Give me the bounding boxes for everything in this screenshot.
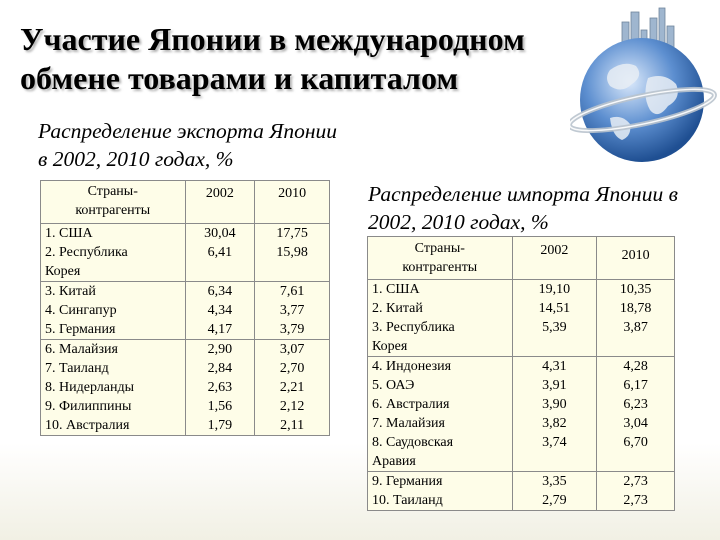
table-row [41,224,330,282]
table-header-row [41,181,330,224]
export-table [40,180,330,436]
values-2010-cell [597,280,675,357]
header-year-2010: 2010 [597,237,675,280]
value: 17,75 [276,226,308,241]
value: 5,39 [542,320,567,335]
import-caption-line-1: Распределение импорта Японии в [368,182,678,206]
country: Корея [372,339,408,354]
title-line-1: Участие Японии в международном [20,21,525,57]
country: 1. США [372,282,420,297]
value: 2,79 [542,493,567,508]
title-line-2: обмене товарами и капиталом [20,60,459,97]
country: 2. Республика [45,245,128,260]
value: 3,04 [623,416,648,431]
table-row [368,357,675,472]
value: 1,56 [207,399,233,414]
values-2010-cell [255,340,330,436]
value: 3,91 [542,378,567,393]
country: 3. Китай [45,284,96,299]
values-2002-cell [185,224,255,282]
value: 6,34 [207,284,233,299]
country: 3. Республика [372,320,455,335]
countries-cell [41,282,186,340]
country: 4. Индонезия [372,359,452,374]
country: 6. Австралия [372,397,450,412]
value: 14,51 [538,301,571,316]
export-caption-line-2: в 2002, 2010 годах, % [38,147,234,172]
value: 3,90 [542,397,567,412]
header-year-2010: 2010 [255,181,330,224]
header-countries [368,237,513,280]
value: 2,63 [207,380,233,395]
table-row [368,472,675,511]
values-2010-cell [255,224,330,282]
country: 6. Малайзия [45,342,118,357]
table-row [368,280,675,357]
value: 10,35 [619,282,652,297]
slide-title [20,20,620,99]
value: 6,41 [207,245,233,260]
value: 3,77 [279,303,305,318]
globe-with-skyscrapers-icon [570,0,720,170]
value: 6,70 [623,435,648,450]
table-row [41,340,330,436]
value: 4,34 [207,303,233,318]
values-2010-cell [597,472,675,511]
values-2002-cell [185,282,255,340]
header-countries [41,181,186,224]
value: 4,28 [623,359,648,374]
value: 2,73 [623,493,648,508]
value: 2,11 [280,418,305,433]
country: 5. ОАЭ [372,378,415,393]
values-2010-cell [255,282,330,340]
country: 10. Австралия [45,418,130,433]
country: 9. Филиппины [45,399,132,414]
header-countries-line-2: контрагенты [402,260,478,275]
values-2002-cell [512,280,597,357]
value: 19,10 [538,282,571,297]
export-caption [38,117,337,174]
country: 2. Китай [372,301,423,316]
value: 2,73 [623,474,648,489]
header-countries-line-1: Страны- [414,241,465,256]
values-2010-cell [597,357,675,472]
country: 5. Германия [45,322,116,337]
value: 18,78 [619,301,652,316]
value: 2,12 [279,399,305,414]
values-2002-cell [185,340,255,436]
country: 8. Нидерланды [45,380,134,395]
country: 9. Германия [372,474,443,489]
value: 2,70 [279,361,305,376]
value: 1,79 [207,418,233,433]
country: 10. Таиланд [372,493,443,508]
countries-cell [41,224,186,282]
country: Аравия [372,454,416,469]
value: 3,07 [279,342,305,357]
import-table [367,236,675,511]
value: 6,23 [623,397,648,412]
header-year-2002: 2002 [185,181,255,224]
import-caption-line-2: 2002, 2010 годах, % [368,210,549,235]
table-header-row [368,237,675,280]
value: 4,17 [207,322,233,337]
value: 6,17 [623,378,648,393]
countries-cell [368,357,513,472]
value: 3,87 [623,320,648,335]
value: 3,82 [542,416,567,431]
header-countries-line-1: Страны- [87,184,138,199]
import-caption [368,180,678,237]
value: 2,21 [279,380,305,395]
value: 3,74 [542,435,567,450]
value: 15,98 [276,245,308,260]
header-countries-line-2: контрагенты [75,203,151,218]
table-row [41,282,330,340]
value: 7,61 [279,284,305,299]
header-year-2002: 2002 [512,237,597,280]
country: 7. Малайзия [372,416,445,431]
countries-cell [41,340,186,436]
country: 8. Саудовская [372,435,454,450]
value: 3,79 [279,322,305,337]
value: 30,04 [204,226,236,241]
country: 1. США [45,226,93,241]
country: 4. Сингапур [45,303,117,318]
value: 2,84 [207,361,233,376]
value: 4,31 [542,359,567,374]
export-caption-line-1: Распределение экспорта Японии [38,119,337,143]
values-2002-cell [512,472,597,511]
country: Корея [45,264,81,279]
value: 2,90 [207,342,233,357]
values-2002-cell [512,357,597,472]
countries-cell [368,280,513,357]
value: 3,35 [542,474,567,489]
countries-cell [368,472,513,511]
country: 7. Таиланд [45,361,109,376]
